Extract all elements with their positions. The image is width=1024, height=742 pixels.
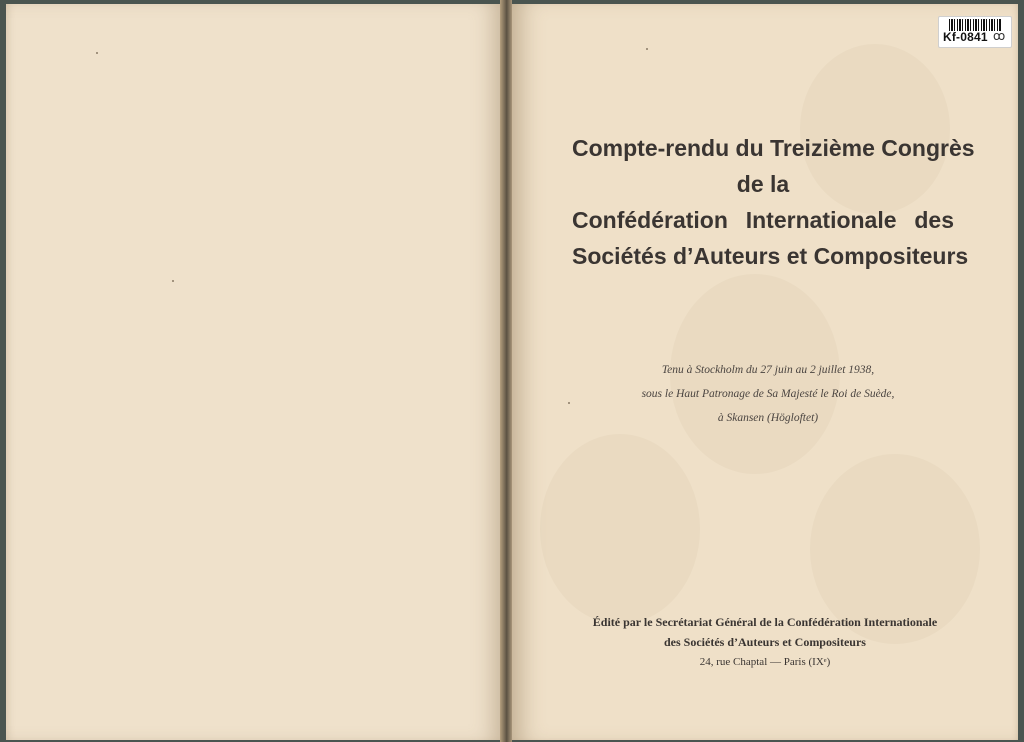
paper-speck xyxy=(96,52,98,54)
book-gutter xyxy=(500,0,512,742)
subtitle-line-1: Tenu à Stockholm du 27 juin au 2 juillet 1938, xyxy=(661,364,875,376)
title-line-2: de la xyxy=(736,171,790,197)
paper-speck xyxy=(646,48,648,50)
publisher-line-2: des Sociétés d’Auteurs et Compositeurs xyxy=(664,635,866,649)
library-shelfmark-label xyxy=(938,16,1012,48)
left-blank-page xyxy=(6,4,502,740)
title-line-4: Sociétés d’Auteurs et Compositeurs xyxy=(572,243,969,269)
paper-speck xyxy=(568,402,570,404)
shelfmark-text: Kf-0841 xyxy=(943,30,988,44)
title-line-1: Compte-rendu du Treizième Congrès xyxy=(572,135,975,161)
document-title xyxy=(572,130,975,274)
shelfmark-handwritten-mark: ꝏ xyxy=(993,29,1006,43)
title-line-3: Confédération Internationale des xyxy=(572,207,954,233)
watermark-portrait xyxy=(540,434,700,624)
subtitle-line-3: à Skansen (Högloftet) xyxy=(717,412,819,424)
paper-speck xyxy=(172,280,174,282)
subtitle-line-2: sous le Haut Patronage de Sa Majesté le Roi de Suède, xyxy=(641,388,895,400)
publisher-address: 24, rue Chaptal — Paris (IXᵉ) xyxy=(699,656,831,668)
publisher-line-1: Édité par le Secrétariat Général de la Confédération Internationale xyxy=(592,615,938,629)
publisher-imprint xyxy=(560,612,970,672)
subtitle-block xyxy=(580,358,956,430)
